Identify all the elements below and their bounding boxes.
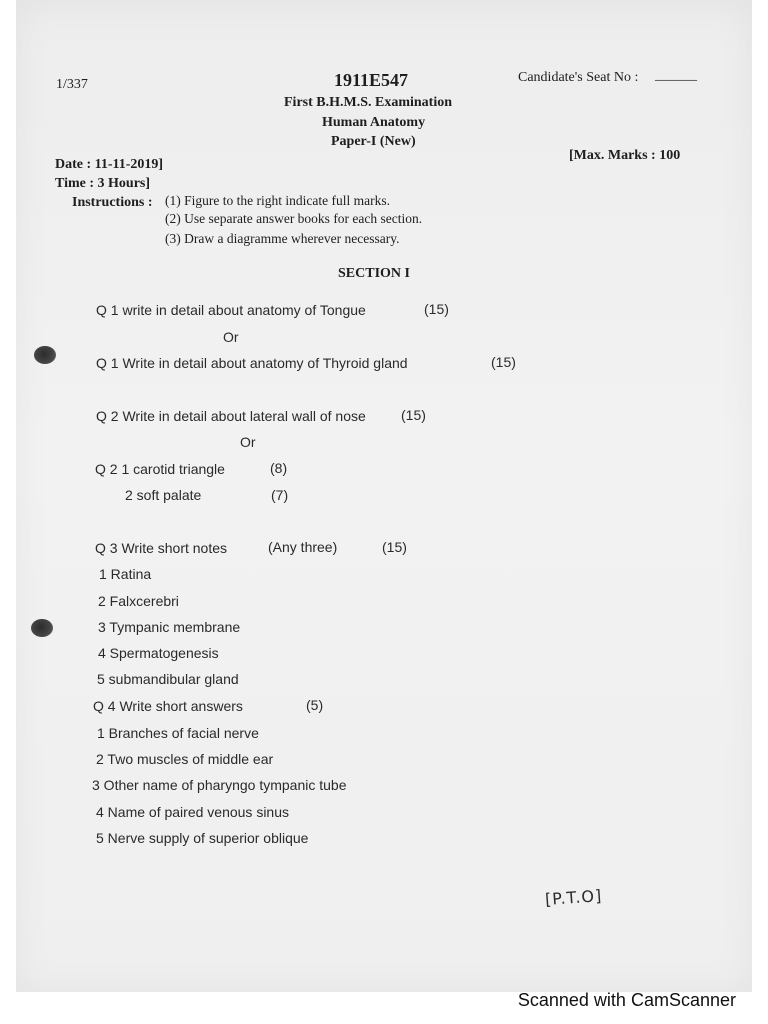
- list-item: 2 Two muscles of middle ear: [96, 751, 274, 767]
- instructions-label: Instructions :: [72, 195, 153, 210]
- section-title: SECTION I: [338, 266, 410, 281]
- exam-code: 1911E547: [334, 70, 409, 90]
- list-item: 5 submandibular gland: [97, 671, 239, 687]
- question-choice: (Any three): [268, 539, 338, 555]
- list-item: 4 Name of paired venous sinus: [96, 804, 289, 820]
- page-code: 1/337: [56, 77, 88, 92]
- question-marks: (15): [491, 354, 516, 370]
- question-text: Q 4 Write short answers: [93, 698, 243, 714]
- pto-handwritten-note: [P.T.O]: [544, 886, 603, 909]
- question-marks: (8): [270, 460, 288, 476]
- exam-time: Time : 3 Hours]: [55, 176, 151, 191]
- punch-hole: [34, 346, 56, 364]
- punch-hole: [31, 619, 53, 637]
- paper-title: Paper-I (New): [331, 134, 416, 149]
- question-marks: (7): [271, 487, 289, 503]
- or-separator: Or: [240, 434, 256, 450]
- instruction-item: (3) Draw a diagramme wherever necessary.: [165, 231, 400, 246]
- exam-title: First B.H.M.S. Examination: [284, 95, 453, 110]
- question-text: Q 2 1 carotid triangle: [95, 461, 225, 477]
- question-marks: (15): [401, 407, 426, 423]
- seat-label: Candidate's Seat No :: [518, 70, 639, 85]
- list-item: 3 Tympanic membrane: [98, 619, 241, 635]
- question-text: 2 soft palate: [125, 487, 202, 503]
- list-item: 1 Ratina: [99, 566, 152, 582]
- or-separator: Or: [223, 329, 239, 345]
- instruction-item: (2) Use separate answer books for each section.: [165, 211, 423, 226]
- question-text: Q 3 Write short notes: [95, 540, 228, 556]
- subject: Human Anatomy: [322, 115, 426, 130]
- question-text: Q 1 write in detail about anatomy of Tongue: [96, 302, 366, 318]
- seat-blank: ______: [655, 68, 697, 83]
- max-marks: [Max. Marks : 100: [569, 148, 681, 163]
- question-text: Q 2 Write in detail about lateral wall of nose: [96, 408, 366, 424]
- exam-date: Date : 11-11-2019]: [55, 157, 164, 172]
- scanner-watermark: Scanned with CamScanner: [517, 990, 736, 1010]
- list-item: 2 Falxcerebri: [98, 593, 179, 609]
- question-marks: (15): [424, 301, 449, 317]
- list-item: 3 Other name of pharyngo tympanic tube: [92, 777, 347, 793]
- question-marks: (15): [382, 539, 407, 555]
- question-text: Q 1 Write in detail about anatomy of Thyroid gland: [96, 355, 408, 371]
- list-item: 5 Nerve supply of superior oblique: [96, 830, 309, 846]
- list-item: 4 Spermatogenesis: [98, 645, 219, 661]
- list-item: 1 Branches of facial nerve: [97, 725, 259, 741]
- question-marks: (5): [306, 697, 324, 713]
- instruction-item: (1) Figure to the right indicate full marks.: [165, 193, 390, 208]
